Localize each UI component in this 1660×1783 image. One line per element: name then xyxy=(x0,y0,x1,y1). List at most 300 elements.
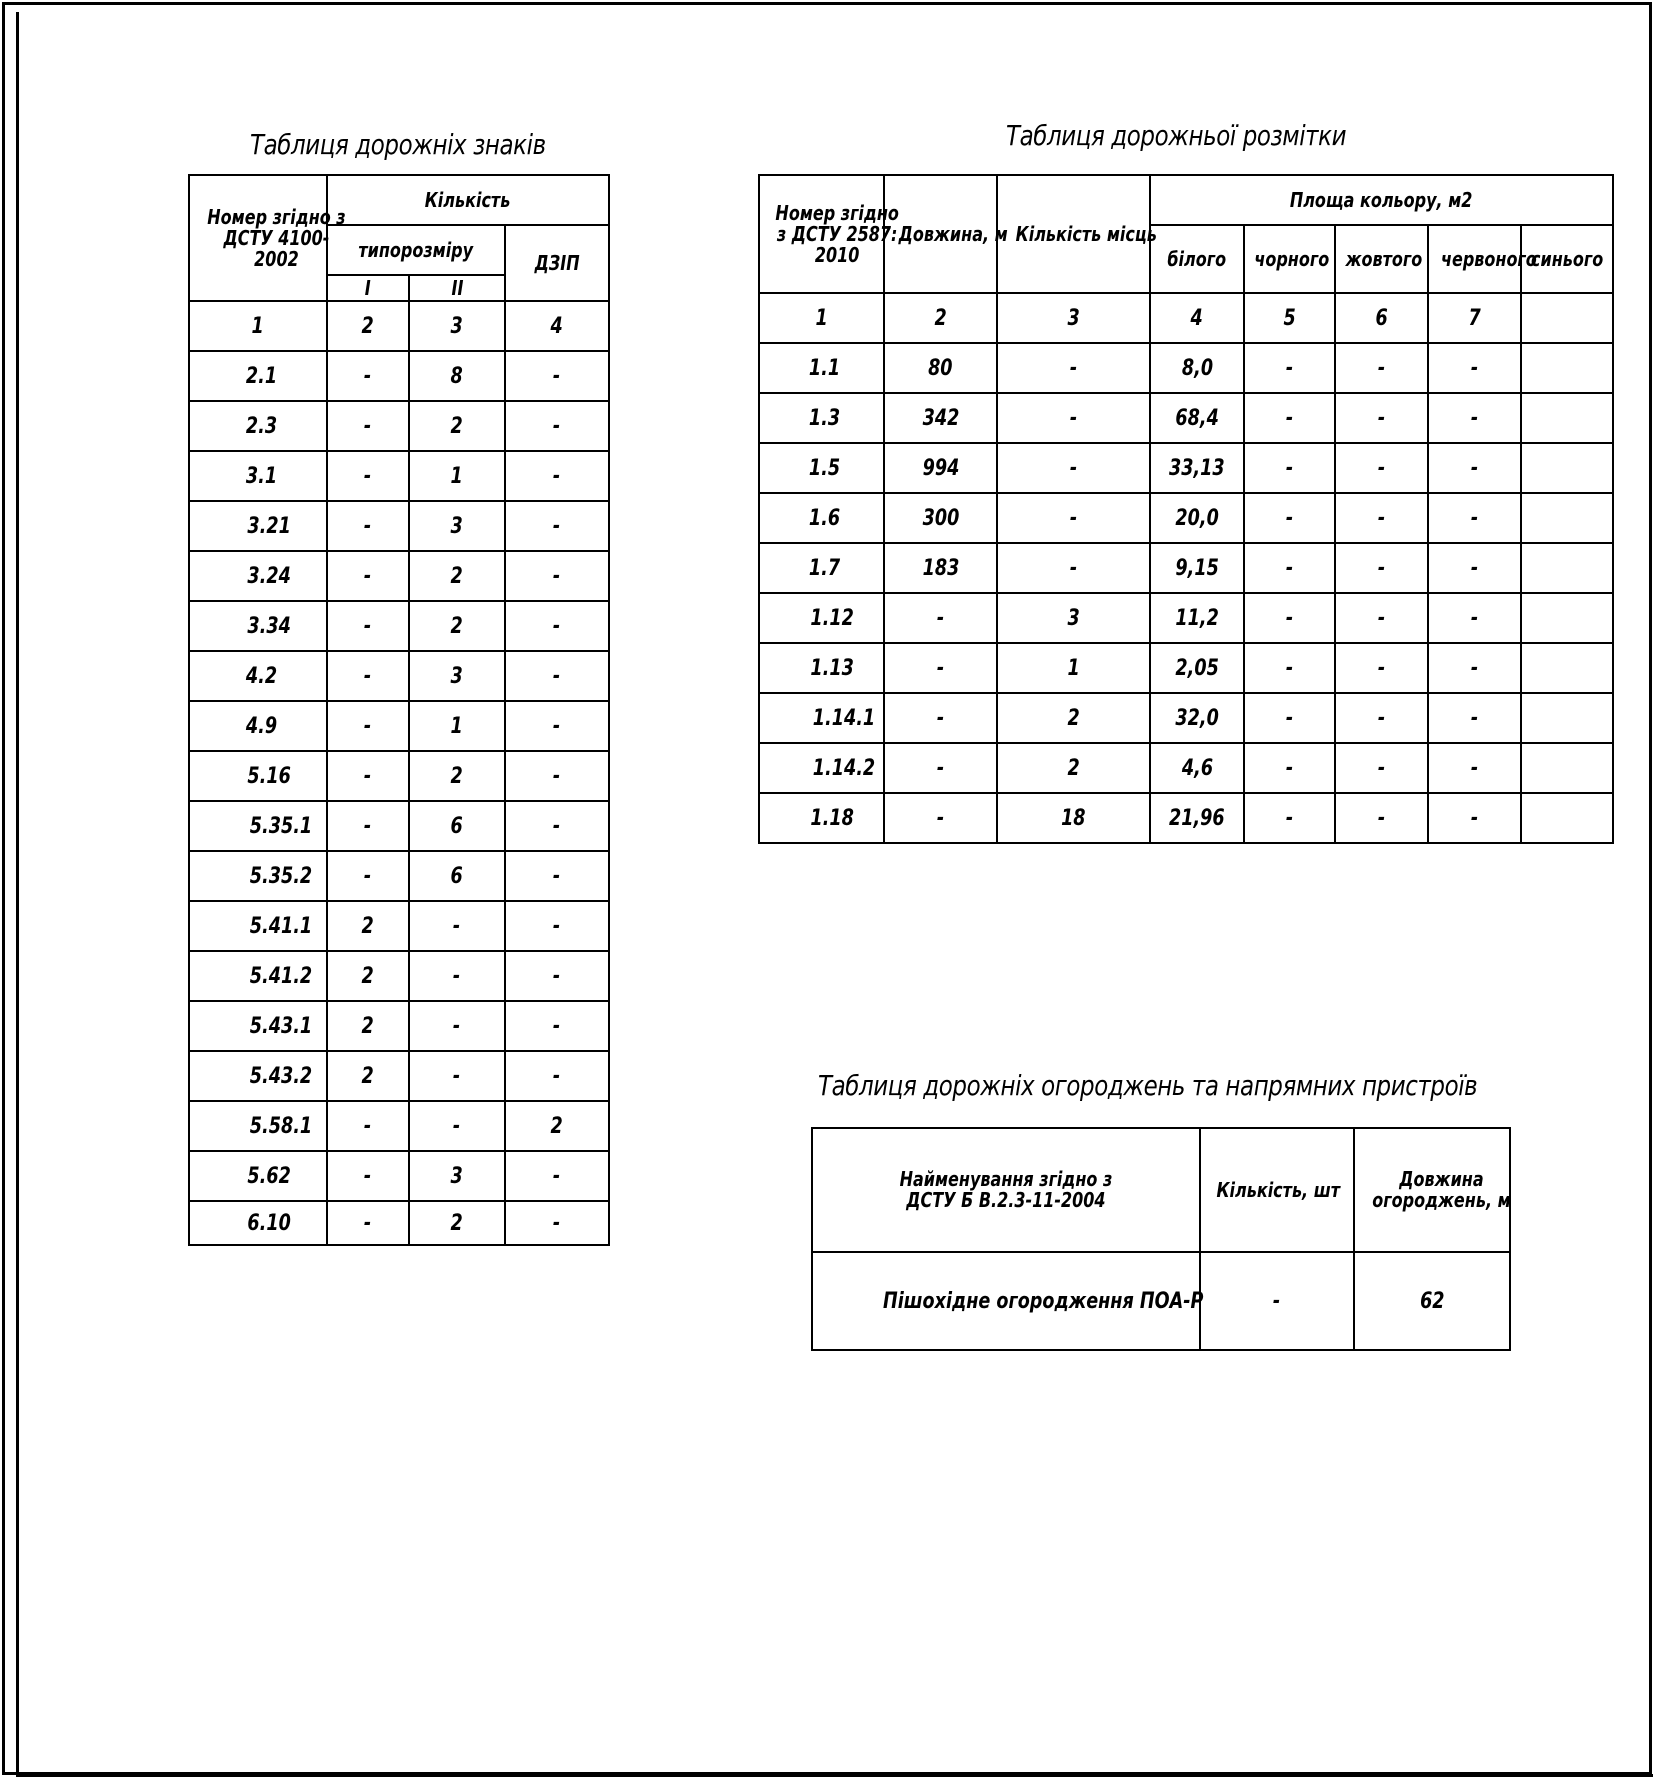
fence-table-title: Таблиця дорожніх огороджень та напрямних пристроїв xyxy=(818,1069,1478,1102)
table-cell xyxy=(997,743,1150,793)
signs-header-row-1 xyxy=(189,175,609,225)
cell-value: - xyxy=(1470,655,1479,681)
cell-value: - xyxy=(553,713,561,739)
cell-value: - xyxy=(453,1013,461,1039)
cell-value: 1 xyxy=(450,463,464,489)
table-row xyxy=(189,651,609,701)
signs-number-header-line-1: Номер згідно з xyxy=(207,204,346,229)
table-cell xyxy=(505,401,609,451)
table-cell xyxy=(1428,693,1521,743)
table-cell xyxy=(997,443,1150,493)
table-cell xyxy=(189,301,327,351)
table-cell xyxy=(759,793,884,843)
table-row xyxy=(759,693,1613,743)
cell-value: 3 xyxy=(450,663,464,689)
cell-value: - xyxy=(936,755,945,781)
cell-value: - xyxy=(453,963,461,989)
cell-value: - xyxy=(936,705,945,731)
cell-value: - xyxy=(364,513,372,539)
table-cell xyxy=(1335,443,1428,493)
cell-value: 1 xyxy=(450,713,464,739)
table-cell xyxy=(812,1252,1204,1350)
table-cell xyxy=(327,351,409,401)
table-row xyxy=(759,793,1613,843)
table-cell xyxy=(505,1001,609,1051)
table-cell xyxy=(1150,393,1244,443)
cell-value: - xyxy=(364,813,372,839)
table-cell xyxy=(327,651,409,701)
table-cell xyxy=(1521,593,1613,643)
table-cell xyxy=(1150,493,1244,543)
table-cell xyxy=(189,601,327,651)
cell-value: - xyxy=(364,563,372,589)
table-cell xyxy=(1150,343,1244,393)
table-cell xyxy=(327,751,409,801)
cell-value: - xyxy=(453,913,461,939)
table-cell xyxy=(327,601,409,651)
cell-value: 3.24 xyxy=(247,563,291,589)
table-cell xyxy=(505,901,609,951)
cell-value: 3.21 xyxy=(247,513,291,539)
cell-value: 4 xyxy=(1190,305,1204,331)
table-cell xyxy=(884,593,997,643)
cell-value: - xyxy=(364,763,372,789)
cell-value: - xyxy=(1285,405,1294,431)
cell-value: - xyxy=(1285,455,1294,481)
table-cell xyxy=(1428,443,1521,493)
table-cell xyxy=(1335,593,1428,643)
cell-value: 3 xyxy=(1067,605,1080,631)
cell-value: - xyxy=(553,513,561,539)
table-cell xyxy=(505,751,609,801)
cell-value: - xyxy=(1470,755,1479,781)
signs-table xyxy=(188,174,610,1246)
marking-length-header xyxy=(884,175,1008,293)
fence-table xyxy=(811,1127,1511,1351)
marking-color-black-header xyxy=(1244,225,1335,293)
table-cell xyxy=(189,351,327,401)
cell-value: - xyxy=(364,613,372,639)
marking-color-red-header xyxy=(1428,225,1537,293)
table-row xyxy=(189,1001,609,1051)
cell-value: 2 xyxy=(1067,755,1080,781)
table-cell xyxy=(189,1101,327,1151)
cell-value: 8 xyxy=(450,363,464,389)
marking-header-row-1 xyxy=(759,175,1613,225)
cell-value: - xyxy=(364,663,372,689)
cell-value: - xyxy=(364,1113,372,1139)
cell-value: 1.7 xyxy=(808,555,841,581)
cell-value: - xyxy=(553,663,561,689)
cell-value: - xyxy=(553,413,561,439)
table-cell xyxy=(1335,393,1428,443)
table-cell xyxy=(189,951,327,1001)
table-cell xyxy=(1428,793,1521,843)
cell-value: 5.41.2 xyxy=(249,963,313,989)
table-cell xyxy=(409,551,505,601)
table-cell xyxy=(189,901,327,951)
cell-value: - xyxy=(364,363,372,389)
signs-table-body xyxy=(189,301,609,1245)
table-cell xyxy=(189,401,327,451)
cell-value: - xyxy=(364,463,372,489)
table-cell xyxy=(327,851,409,901)
marking-length-header-label: Довжина, м xyxy=(898,222,1008,246)
fence-header-row xyxy=(812,1128,1510,1252)
table-cell xyxy=(189,501,327,551)
table-row xyxy=(759,743,1613,793)
cell-value: 1 xyxy=(251,313,265,339)
cell-value: - xyxy=(1377,655,1386,681)
cell-value: - xyxy=(936,605,945,631)
cell-value: 3 xyxy=(450,313,464,339)
cell-value: 2 xyxy=(450,613,464,639)
marking-color-white-header xyxy=(1150,225,1244,293)
table-cell xyxy=(1335,693,1428,743)
table-cell xyxy=(1244,443,1335,493)
cell-value: - xyxy=(453,1113,461,1139)
signs-number-header xyxy=(189,175,346,301)
table-cell xyxy=(505,951,609,1001)
table-cell xyxy=(189,651,327,701)
cell-value: 4 xyxy=(550,313,564,339)
table-cell xyxy=(1521,643,1613,693)
table-cell xyxy=(505,651,609,701)
table-cell xyxy=(1428,743,1521,793)
cell-value: 5.43.1 xyxy=(249,1013,313,1039)
fence-table-body xyxy=(812,1252,1510,1350)
table-cell xyxy=(409,701,505,751)
cell-value: 7 xyxy=(1468,305,1481,331)
table-cell xyxy=(1335,643,1428,693)
cell-value: - xyxy=(1285,755,1294,781)
table-cell xyxy=(327,551,409,601)
cell-value: 6 xyxy=(450,813,464,839)
table-cell xyxy=(884,693,997,743)
table-cell xyxy=(997,393,1150,443)
table-row xyxy=(189,351,609,401)
table-row xyxy=(189,901,609,951)
cell-value: - xyxy=(553,563,561,589)
marking-table xyxy=(758,174,1614,844)
table-cell xyxy=(189,1051,327,1101)
signs-size-ii-label: II xyxy=(451,276,463,300)
cell-value: - xyxy=(364,863,372,889)
cell-value: 5.43.2 xyxy=(249,1063,313,1089)
table-cell xyxy=(409,401,505,451)
cell-value: 2 xyxy=(361,1063,375,1089)
table-cell xyxy=(1428,493,1521,543)
marking-number-header-line-1: Номер згідно xyxy=(775,200,899,225)
cell-value: 1.6 xyxy=(808,505,841,531)
table-cell xyxy=(997,493,1150,543)
cell-value: - xyxy=(1069,405,1078,431)
table-row xyxy=(189,501,609,551)
cell-value: - xyxy=(364,413,372,439)
table-cell xyxy=(1244,343,1335,393)
table-cell xyxy=(997,293,1150,343)
cell-value: 1.12 xyxy=(810,605,854,631)
marking-table-title: Таблиця дорожньої розмітки xyxy=(1006,119,1347,152)
table-cell xyxy=(409,951,505,1001)
table-cell xyxy=(327,501,409,551)
table-cell xyxy=(409,501,505,551)
table-cell xyxy=(759,643,884,693)
table-cell xyxy=(409,851,505,901)
table-cell xyxy=(1244,393,1335,443)
table-cell xyxy=(1521,743,1613,793)
table-cell xyxy=(409,1101,505,1151)
cell-value: 2 xyxy=(934,305,947,331)
marking-area-header xyxy=(1150,175,1613,225)
cell-value: - xyxy=(1069,455,1078,481)
cell-value: - xyxy=(364,1163,372,1189)
cell-value: 2 xyxy=(550,1113,564,1139)
cell-value: 18 xyxy=(1061,805,1086,831)
table-row xyxy=(189,451,609,501)
cell-value: 5.41.1 xyxy=(249,913,313,939)
fence-length-header-line-2: огороджень, м xyxy=(1372,1188,1511,1212)
marking-table-body xyxy=(759,293,1613,843)
cell-value: - xyxy=(1377,605,1386,631)
cell-value: 2 xyxy=(361,313,375,339)
cell-value: 1.1 xyxy=(808,355,841,381)
cell-value: 3.1 xyxy=(245,463,278,489)
cell-value: - xyxy=(936,805,945,831)
table-row xyxy=(759,343,1613,393)
cell-value: 2 xyxy=(1067,705,1080,731)
cell-value: - xyxy=(553,463,561,489)
cell-value: Пішохідне огородження ПОА-Р xyxy=(883,1288,1204,1314)
table-cell xyxy=(189,701,327,751)
table-cell xyxy=(189,551,327,601)
table-row xyxy=(189,551,609,601)
table-cell xyxy=(327,1151,409,1201)
cell-value: 6 xyxy=(1375,305,1388,331)
table-cell xyxy=(1150,643,1244,693)
table-cell xyxy=(1521,393,1613,443)
table-row xyxy=(189,601,609,651)
table-cell xyxy=(409,801,505,851)
cell-value: 1.18 xyxy=(810,805,854,831)
table-cell xyxy=(505,801,609,851)
cell-value: - xyxy=(1285,355,1294,381)
cell-value: 62 xyxy=(1419,1288,1445,1314)
cell-value: 2 xyxy=(361,913,375,939)
marking-places-header xyxy=(997,175,1157,293)
table-row xyxy=(189,1151,609,1201)
cell-value: 6 xyxy=(450,863,464,889)
signs-quantity-header xyxy=(327,175,609,225)
table-cell xyxy=(997,793,1150,843)
cell-value: - xyxy=(553,1163,561,1189)
table-cell xyxy=(1244,643,1335,693)
cell-value: - xyxy=(364,713,372,739)
cell-value: 5.35.1 xyxy=(249,813,313,839)
cell-value: 2.1 xyxy=(245,363,278,389)
cell-value: 20,0 xyxy=(1175,505,1219,531)
table-cell xyxy=(1244,593,1335,643)
table-cell xyxy=(327,901,409,951)
cell-value: 1.14.1 xyxy=(812,705,876,731)
table-cell xyxy=(1335,743,1428,793)
table-cell xyxy=(505,701,609,751)
cell-value: 1 xyxy=(815,305,828,331)
cell-value: - xyxy=(1377,555,1386,581)
table-cell xyxy=(409,351,505,401)
table-cell xyxy=(1335,543,1428,593)
table-cell xyxy=(189,1201,327,1245)
table-row xyxy=(189,1101,609,1151)
cell-value: - xyxy=(1470,555,1479,581)
cell-value: - xyxy=(1470,605,1479,631)
table-cell xyxy=(505,551,609,601)
signs-number-header-line-2: ДСТУ 4100- xyxy=(223,225,330,250)
cell-value: 32,0 xyxy=(1175,705,1219,731)
cell-value: 2.3 xyxy=(245,413,278,439)
table-cell xyxy=(505,601,609,651)
fence-quantity-header-label: Кількість, шт xyxy=(1216,1178,1340,1202)
cell-value: - xyxy=(1069,355,1078,381)
table-cell xyxy=(327,1051,409,1101)
table-cell xyxy=(1335,793,1428,843)
table-cell xyxy=(759,343,884,393)
signs-number-header-line-3: 2002 xyxy=(254,246,299,271)
table-cell xyxy=(884,343,997,393)
table-row xyxy=(759,443,1613,493)
cell-value: 2 xyxy=(450,563,464,589)
table-cell xyxy=(1244,793,1335,843)
marking-color-black-label: чорного xyxy=(1254,247,1330,271)
cell-value: 2 xyxy=(361,963,375,989)
marking-color-red-label: червоного xyxy=(1440,247,1537,271)
table-cell xyxy=(409,1001,505,1051)
table-cell xyxy=(1521,343,1613,393)
table-cell xyxy=(1150,443,1244,493)
table-row xyxy=(759,543,1613,593)
cell-value: 68,4 xyxy=(1175,405,1219,431)
table-cell xyxy=(327,451,409,501)
table-cell xyxy=(189,1001,327,1051)
signs-size-header-label: типорозміру xyxy=(358,238,474,262)
table-cell xyxy=(1150,743,1244,793)
table-cell xyxy=(1428,293,1521,343)
fence-length-header-line-1: Довжина xyxy=(1399,1167,1484,1191)
table-cell xyxy=(327,951,409,1001)
cell-value: 11,2 xyxy=(1175,605,1219,631)
marking-color-white-label: білого xyxy=(1167,247,1227,271)
cell-value: - xyxy=(553,1013,561,1039)
cell-value: 2 xyxy=(450,1210,464,1236)
table-row xyxy=(189,1201,609,1245)
table-cell xyxy=(759,493,884,543)
cell-value: 2 xyxy=(361,1013,375,1039)
table-cell xyxy=(327,1101,409,1151)
cell-value: - xyxy=(1285,555,1294,581)
cell-value: - xyxy=(1285,705,1294,731)
table-cell xyxy=(409,751,505,801)
signs-column-numbers-row xyxy=(189,301,609,351)
signs-table-title: Таблиця дорожніх знаків xyxy=(250,128,546,161)
marking-number-header-line-3: 2010 xyxy=(814,242,860,267)
table-cell xyxy=(1244,543,1335,593)
table-cell xyxy=(505,301,609,351)
table-cell xyxy=(1428,643,1521,693)
table-row xyxy=(189,701,609,751)
table-cell xyxy=(997,343,1150,393)
signs-size-i-header xyxy=(327,275,409,301)
cell-value: 5.35.2 xyxy=(249,863,313,889)
signs-size-header xyxy=(327,225,505,275)
cell-value: 5.62 xyxy=(247,1163,291,1189)
table-cell xyxy=(884,643,997,693)
cell-value: - xyxy=(1069,555,1078,581)
table-cell xyxy=(409,301,505,351)
cell-value: 8,0 xyxy=(1181,355,1213,381)
table-cell xyxy=(1244,743,1335,793)
table-cell xyxy=(327,701,409,751)
table-row xyxy=(189,951,609,1001)
cell-value: - xyxy=(1273,1288,1281,1314)
table-cell xyxy=(409,451,505,501)
table-cell xyxy=(409,901,505,951)
table-cell xyxy=(505,1051,609,1101)
cell-value: 300 xyxy=(922,505,959,531)
cell-value: - xyxy=(553,363,561,389)
table-cell xyxy=(1521,493,1613,543)
table-cell xyxy=(1354,1252,1510,1350)
cell-value: - xyxy=(553,763,561,789)
table-cell xyxy=(759,693,884,743)
table-cell xyxy=(1335,293,1428,343)
cell-value: 3.34 xyxy=(247,613,291,639)
table-cell xyxy=(409,651,505,701)
cell-value: 1.5 xyxy=(808,455,841,481)
table-cell xyxy=(189,801,327,851)
cell-value: - xyxy=(936,655,945,681)
cell-value: - xyxy=(1285,605,1294,631)
table-cell xyxy=(505,501,609,551)
table-cell xyxy=(327,301,409,351)
table-cell xyxy=(505,351,609,401)
table-cell xyxy=(884,543,997,593)
table-cell xyxy=(997,693,1150,743)
table-cell xyxy=(189,751,327,801)
table-cell xyxy=(1335,493,1428,543)
cell-value: - xyxy=(1377,705,1386,731)
cell-value: 1.14.2 xyxy=(812,755,876,781)
signs-dzip-header-label: ДЗІП xyxy=(534,251,580,275)
table-cell xyxy=(327,1201,409,1245)
cell-value: - xyxy=(1377,355,1386,381)
cell-value: 1.13 xyxy=(810,655,854,681)
table-cell xyxy=(759,293,884,343)
table-cell xyxy=(189,851,327,901)
table-cell xyxy=(505,1201,609,1245)
table-cell xyxy=(1150,293,1244,343)
cell-value: 2,05 xyxy=(1175,655,1219,681)
cell-value: - xyxy=(1285,655,1294,681)
cell-value: 183 xyxy=(922,555,959,581)
table-cell xyxy=(884,493,997,543)
table-row xyxy=(189,401,609,451)
table-cell xyxy=(884,293,997,343)
cell-value: 1.3 xyxy=(808,405,841,431)
table-cell xyxy=(884,743,997,793)
cell-value: - xyxy=(1470,405,1479,431)
cell-value: - xyxy=(1377,505,1386,531)
cell-value: 9,15 xyxy=(1175,555,1219,581)
